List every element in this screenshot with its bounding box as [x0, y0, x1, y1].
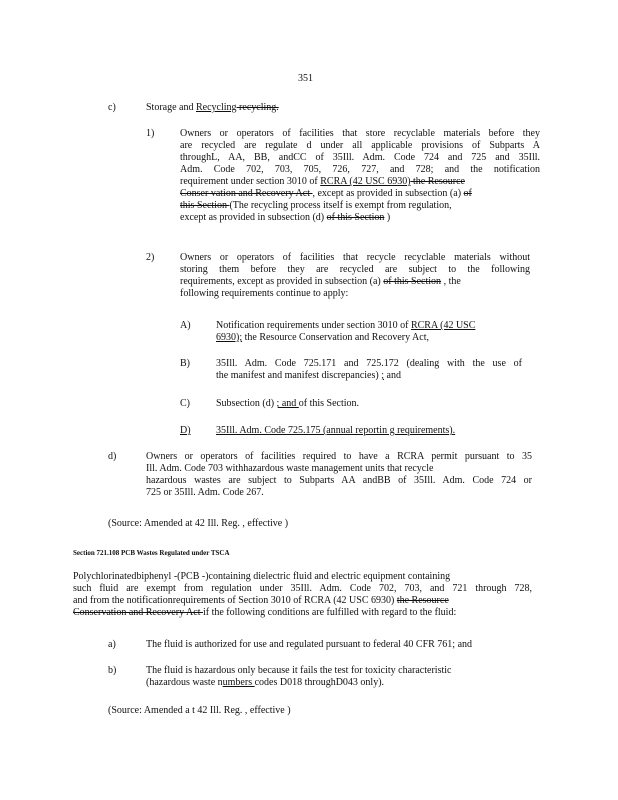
item-2-text: Owners or operators of facilities that recycle recyclable materials without storing them before they are recycled are subject to the following requirements, except as provided in subsection (a) of this Section , the following requirements continue to apply:: [180, 252, 530, 299]
subitem-c-text: Subsection (d) ; and of this Section.: [216, 398, 360, 409]
pcb-item-b-text: The fluid is hazardous only because it fails the test for toxicity characteristic (hazardous waste numbers codes D018 throughD043 only).: [146, 665, 452, 688]
page-number: 351: [298, 73, 313, 84]
subitem-d-text: 35Ill. Adm. Code 725.175 (annual reportin g requirements).: [216, 425, 456, 436]
section-c-label: c): [108, 102, 116, 113]
pcb-item-a-text: The fluid is authorized for use and regulated pursuant to federal 40 CFR 761; and: [146, 639, 473, 650]
subitem-a-label: A): [180, 320, 191, 331]
subitem-a-text: Notification requirements under section 3010 of RCRA (42 USC 6930); the Resource Conservation and Recovery Act,: [216, 320, 476, 343]
item-2-label: 2): [146, 252, 155, 263]
section-heading: Section 721.108 PCB Wastes Regulated under TSCA: [73, 549, 230, 557]
pcb-paragraph: Polychlorinatedbiphenyl -(PCB -)containing dielectric fluid and electric equipment containing such fluid are exempt from regulation under 35Ill. Adm. Code 702, 703, and 721 through 728, and from the notificationrequirements of Section 3010 of RCRA (42 USC 6930) the Resource Conservation and Recovery Act if the following conditions are fulfilled with regard to the fluid:: [73, 571, 532, 618]
section-d-label: d): [108, 451, 117, 462]
item-1-label: 1): [146, 128, 155, 139]
subitem-d-label: D): [180, 425, 191, 436]
subitem-b-text: 35Ill. Adm. Code 725.171 and 725.172 (dealing with the use of the manifest and manifest discrepancies) ; and: [216, 358, 522, 381]
pcb-item-a-label: a): [108, 639, 116, 650]
source-note-1: (Source: Amended at 42 Ill. Reg. , effective ): [108, 518, 289, 529]
section-d-text: Owners or operators of facilities required to have a RCRA permit pursuant to 35 Ill. Adm. Code 703 withhazardous waste management units that recycle hazardous wastes are subject to Subparts AA andBB of 35Ill. Adm. Code 724 or 725 or 35Ill. Adm. Code 267.: [146, 451, 532, 498]
subitem-b-label: B): [180, 358, 190, 369]
item-1-text: Owners or operators of facilities that store recyclable materials before they are recycled are regulate d under all applicable provisions of Subparts A throughL, AA, BB, andCC of 35Ill. Adm. Code 724 and 725 and 35Ill. Adm. Code 702, 703, 705, 726, 727, and 728; and the notification requirement under section 3010 of RCRA (42 USC 6930) the Resource Conser vation and Recovery Act , except as provided in subsection (a) of this Section (The recycling process itself is exempt from regulation, except as provided in subsection (d) of this Section ): [180, 128, 540, 223]
subitem-c-label: C): [180, 398, 190, 409]
pcb-item-b-label: b): [108, 665, 117, 676]
source-note-2: (Source: Amended a t 42 Ill. Reg. , effective ): [108, 705, 291, 716]
section-c-title: Storage and Recycling recycling.: [146, 102, 279, 113]
